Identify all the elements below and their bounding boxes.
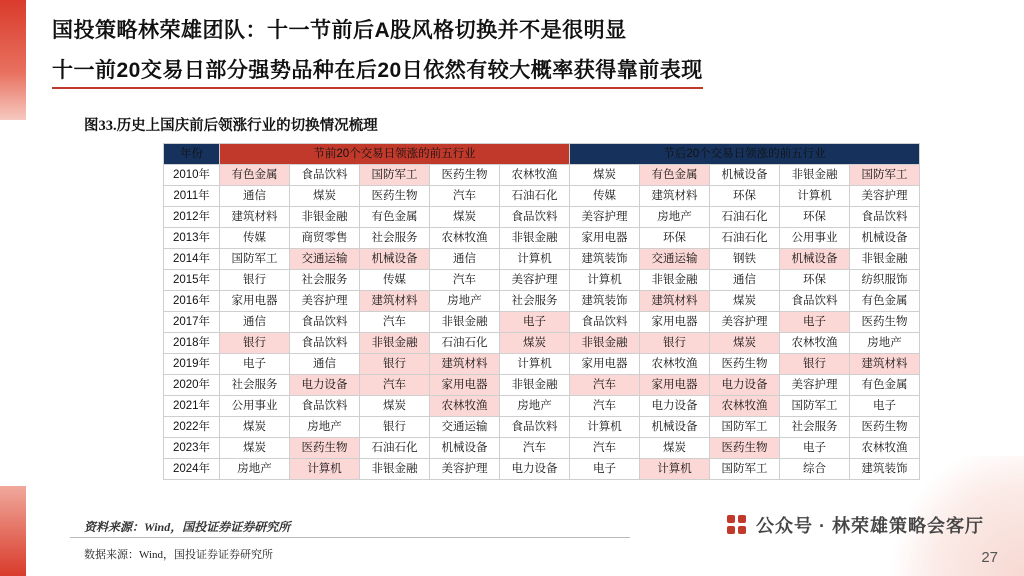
pre-holiday-industry-cell: 煤炭 [220,417,290,438]
post-holiday-industry-cell: 非银金融 [640,270,710,291]
row-year: 2010年 [164,165,220,186]
post-holiday-industry-cell: 农林牧渔 [710,396,780,417]
post-holiday-industry-cell: 建筑装饰 [570,291,640,312]
pre-holiday-industry-cell: 煤炭 [500,333,570,354]
pre-holiday-industry-cell: 美容护理 [290,291,360,312]
figure-caption: 图33.历史上国庆前后领涨行业的切换情况梳理 [84,118,378,134]
pre-holiday-industry-cell: 石油石化 [430,333,500,354]
post-holiday-industry-cell: 机械设备 [850,228,920,249]
pre-holiday-industry-cell: 农林牧渔 [430,228,500,249]
post-holiday-industry-cell: 农林牧渔 [780,333,850,354]
post-holiday-industry-cell: 银行 [640,333,710,354]
pre-holiday-industry-cell: 非银金融 [290,207,360,228]
pre-holiday-industry-cell: 有色金属 [220,165,290,186]
post-holiday-industry-cell: 家用电器 [570,228,640,249]
post-holiday-industry-cell: 环保 [640,228,710,249]
table-row [164,207,920,228]
post-holiday-industry-cell: 综合 [780,459,850,480]
pre-holiday-industry-cell: 非银金融 [500,375,570,396]
industry-rotation-table [163,143,920,480]
post-holiday-industry-cell: 美容护理 [850,186,920,207]
post-holiday-industry-cell: 美容护理 [780,375,850,396]
table-row [164,270,920,291]
pre-holiday-industry-cell: 非银金融 [360,459,430,480]
pre-holiday-industry-cell: 煤炭 [220,438,290,459]
post-holiday-industry-cell: 煤炭 [640,438,710,459]
post-holiday-industry-cell: 计算机 [570,417,640,438]
pre-holiday-industry-cell: 家用电器 [430,375,500,396]
post-holiday-industry-cell: 医药生物 [710,438,780,459]
post-holiday-industry-cell: 环保 [780,270,850,291]
pre-holiday-industry-cell: 煤炭 [430,207,500,228]
post-holiday-industry-cell: 计算机 [570,270,640,291]
post-holiday-industry-cell: 国防军工 [780,396,850,417]
pre-holiday-industry-cell: 美容护理 [430,459,500,480]
pre-holiday-industry-cell: 建筑材料 [220,207,290,228]
pre-holiday-industry-cell: 传媒 [220,228,290,249]
post-holiday-industry-cell: 农林牧渔 [850,438,920,459]
post-holiday-industry-cell: 有色金属 [850,291,920,312]
post-holiday-industry-cell: 汽车 [570,396,640,417]
pre-holiday-industry-cell: 社会服务 [500,291,570,312]
post-holiday-industry-cell: 电子 [780,312,850,333]
pre-holiday-industry-cell: 房地产 [220,459,290,480]
pre-holiday-industry-cell: 银行 [220,270,290,291]
post-holiday-industry-cell: 煤炭 [570,165,640,186]
row-year: 2014年 [164,249,220,270]
table-row [164,186,920,207]
post-holiday-industry-cell: 建筑材料 [640,186,710,207]
pre-holiday-industry-cell: 商贸零售 [290,228,360,249]
post-holiday-industry-cell: 公用事业 [780,228,850,249]
post-holiday-industry-cell: 美容护理 [570,207,640,228]
table-body [164,165,920,480]
header-pre-holiday: 节前20个交易日领涨的前五行业 [220,144,570,165]
post-holiday-industry-cell: 电子 [570,459,640,480]
header-year: 年份 [164,144,220,165]
pre-holiday-industry-cell: 有色金属 [360,207,430,228]
row-year: 2012年 [164,207,220,228]
pre-holiday-industry-cell: 美容护理 [500,270,570,291]
pre-holiday-industry-cell: 石油石化 [500,186,570,207]
pre-holiday-industry-cell: 通信 [220,312,290,333]
post-holiday-industry-cell: 电力设备 [640,396,710,417]
post-holiday-industry-cell: 汽车 [570,438,640,459]
post-holiday-industry-cell: 社会服务 [780,417,850,438]
pre-holiday-industry-cell: 家用电器 [220,291,290,312]
post-holiday-industry-cell: 环保 [710,186,780,207]
pre-holiday-industry-cell: 传媒 [360,270,430,291]
post-holiday-industry-cell: 医药生物 [710,354,780,375]
table-row [164,459,920,480]
post-holiday-industry-cell: 通信 [710,270,780,291]
post-holiday-industry-cell: 煤炭 [710,291,780,312]
table-row [164,228,920,249]
post-holiday-industry-cell: 食品饮料 [780,291,850,312]
row-year: 2022年 [164,417,220,438]
pre-holiday-industry-cell: 机械设备 [430,438,500,459]
pre-holiday-industry-cell: 煤炭 [290,186,360,207]
pre-holiday-industry-cell: 汽车 [360,312,430,333]
title-line-2: 十一前20交易日部分强势品种在后20日依然有较大概率获得靠前表现 [52,54,703,89]
pre-holiday-industry-cell: 电子 [500,312,570,333]
pre-holiday-industry-cell: 煤炭 [360,396,430,417]
post-holiday-industry-cell: 石油石化 [710,228,780,249]
post-holiday-industry-cell: 机械设备 [780,249,850,270]
post-holiday-industry-cell: 家用电器 [640,312,710,333]
header-post-holiday: 节后20个交易日领涨的前五行业 [570,144,920,165]
table-row [164,375,920,396]
pre-holiday-industry-cell: 房地产 [500,396,570,417]
row-year: 2024年 [164,459,220,480]
post-holiday-industry-cell: 电力设备 [710,375,780,396]
pre-holiday-industry-cell: 计算机 [500,249,570,270]
pre-holiday-industry-cell: 社会服务 [290,270,360,291]
row-year: 2015年 [164,270,220,291]
post-holiday-industry-cell: 国防军工 [710,417,780,438]
post-holiday-industry-cell: 银行 [780,354,850,375]
post-holiday-industry-cell: 建筑装饰 [570,249,640,270]
post-holiday-industry-cell: 有色金属 [850,375,920,396]
pre-holiday-industry-cell: 医药生物 [290,438,360,459]
table-row [164,249,920,270]
table-row [164,354,920,375]
table-row [164,312,920,333]
row-year: 2023年 [164,438,220,459]
post-holiday-industry-cell: 家用电器 [640,375,710,396]
pre-holiday-industry-cell: 非银金融 [500,228,570,249]
pre-holiday-industry-cell: 银行 [360,417,430,438]
post-holiday-industry-cell: 房地产 [850,333,920,354]
pre-holiday-industry-cell: 房地产 [290,417,360,438]
table-header-row [164,144,920,165]
post-holiday-industry-cell: 建筑材料 [640,291,710,312]
row-year: 2011年 [164,186,220,207]
post-holiday-industry-cell: 机械设备 [710,165,780,186]
post-holiday-industry-cell: 建筑装饰 [850,459,920,480]
table-row [164,333,920,354]
post-holiday-industry-cell: 石油石化 [710,207,780,228]
pre-holiday-industry-cell: 银行 [220,333,290,354]
post-holiday-industry-cell: 交通运输 [640,249,710,270]
post-holiday-industry-cell: 传媒 [570,186,640,207]
post-holiday-industry-cell: 煤炭 [710,333,780,354]
decorative-left-bottom-bar [0,486,26,576]
post-holiday-industry-cell: 建筑材料 [850,354,920,375]
pre-holiday-industry-cell: 医药生物 [360,186,430,207]
decorative-left-top-bar [0,0,26,120]
pre-holiday-industry-cell: 食品饮料 [500,417,570,438]
pre-holiday-industry-cell: 汽车 [500,438,570,459]
post-holiday-industry-cell: 医药生物 [850,417,920,438]
post-holiday-industry-cell: 环保 [780,207,850,228]
pre-holiday-industry-cell: 食品饮料 [290,396,360,417]
pre-holiday-industry-cell: 非银金融 [430,312,500,333]
post-holiday-industry-cell: 机械设备 [640,417,710,438]
pre-holiday-industry-cell: 建筑材料 [430,354,500,375]
brand-watermark [727,512,984,538]
post-holiday-industry-cell: 钢铁 [710,249,780,270]
pre-holiday-industry-cell: 食品饮料 [500,207,570,228]
table-row [164,438,920,459]
pre-holiday-industry-cell: 交通运输 [290,249,360,270]
pre-holiday-industry-cell: 国防军工 [360,165,430,186]
pre-holiday-industry-cell: 汽车 [430,270,500,291]
table-row [164,165,920,186]
pre-holiday-industry-cell: 机械设备 [360,249,430,270]
post-holiday-industry-cell: 纺织服饰 [850,270,920,291]
pre-holiday-industry-cell: 非银金融 [360,333,430,354]
pre-holiday-industry-cell: 社会服务 [360,228,430,249]
post-holiday-industry-cell: 美容护理 [710,312,780,333]
post-holiday-industry-cell: 电子 [850,396,920,417]
title-line-1: 国投策略林荣雄团队：十一节前后A股风格切换并不是很明显 [52,19,627,42]
footer-divider [70,537,630,538]
figure-source-note: 资料来源：Wind，国投证券证券研究所 [84,520,291,534]
pre-holiday-industry-cell: 汽车 [360,375,430,396]
brand-label: 公众号 · 林荣雄策略会客厅 [756,516,984,536]
row-year: 2013年 [164,228,220,249]
post-holiday-industry-cell: 非银金融 [850,249,920,270]
post-holiday-industry-cell: 电子 [780,438,850,459]
row-year: 2019年 [164,354,220,375]
row-year: 2021年 [164,396,220,417]
page-title [52,14,982,89]
post-holiday-industry-cell: 食品饮料 [570,312,640,333]
pre-holiday-industry-cell: 建筑材料 [360,291,430,312]
pre-holiday-industry-cell: 公用事业 [220,396,290,417]
post-holiday-industry-cell: 计算机 [640,459,710,480]
pre-holiday-industry-cell: 石油石化 [360,438,430,459]
pre-holiday-industry-cell: 通信 [430,249,500,270]
post-holiday-industry-cell: 汽车 [570,375,640,396]
row-year: 2016年 [164,291,220,312]
pre-holiday-industry-cell: 电力设备 [500,459,570,480]
post-holiday-industry-cell: 有色金属 [640,165,710,186]
post-holiday-industry-cell: 房地产 [640,207,710,228]
post-holiday-industry-cell: 国防军工 [850,165,920,186]
row-year: 2020年 [164,375,220,396]
pre-holiday-industry-cell: 食品饮料 [290,333,360,354]
pre-holiday-industry-cell: 通信 [220,186,290,207]
pre-holiday-industry-cell: 食品饮料 [290,165,360,186]
post-holiday-industry-cell: 计算机 [780,186,850,207]
post-holiday-industry-cell: 家用电器 [570,354,640,375]
footer-source-note: 数据来源：Wind，国投证券证券研究所 [84,549,273,561]
pre-holiday-industry-cell: 银行 [360,354,430,375]
post-holiday-industry-cell: 非银金融 [780,165,850,186]
pre-holiday-industry-cell: 农林牧渔 [430,396,500,417]
post-holiday-industry-cell: 国防军工 [710,459,780,480]
post-holiday-industry-cell: 食品饮料 [850,207,920,228]
table-row [164,417,920,438]
qrcode-icon [727,515,747,535]
pre-holiday-industry-cell: 交通运输 [430,417,500,438]
pre-holiday-industry-cell: 食品饮料 [290,312,360,333]
pre-holiday-industry-cell: 电力设备 [290,375,360,396]
row-year: 2018年 [164,333,220,354]
row-year: 2017年 [164,312,220,333]
pre-holiday-industry-cell: 社会服务 [220,375,290,396]
pre-holiday-industry-cell: 医药生物 [430,165,500,186]
post-holiday-industry-cell: 医药生物 [850,312,920,333]
table-row [164,396,920,417]
page-number: 27 [981,549,998,566]
post-holiday-industry-cell: 农林牧渔 [640,354,710,375]
post-holiday-industry-cell: 非银金融 [570,333,640,354]
pre-holiday-industry-cell: 通信 [290,354,360,375]
pre-holiday-industry-cell: 汽车 [430,186,500,207]
table-row [164,291,920,312]
pre-holiday-industry-cell: 计算机 [500,354,570,375]
pre-holiday-industry-cell: 计算机 [290,459,360,480]
pre-holiday-industry-cell: 电子 [220,354,290,375]
pre-holiday-industry-cell: 农林牧渔 [500,165,570,186]
pre-holiday-industry-cell: 国防军工 [220,249,290,270]
pre-holiday-industry-cell: 房地产 [430,291,500,312]
